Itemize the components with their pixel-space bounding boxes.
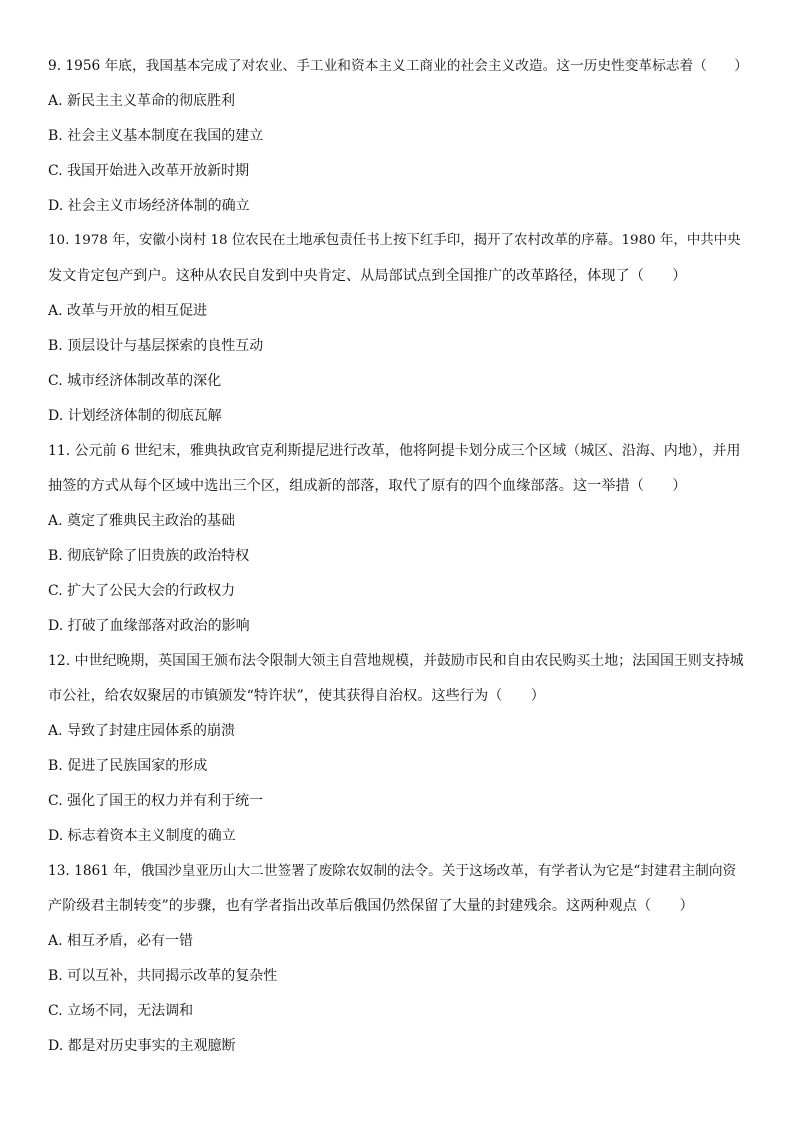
question-9-option-d: D. 社会主义市场经济体制的确立 — [48, 198, 250, 214]
question-11-stem-line-1: 11. 公元前 6 世纪末，雅典执政官克利斯提尼进行改革，他将阿提卡划分成三个区域（城区、沿海、内地），并用 — [48, 443, 741, 459]
question-10-option-a: A. 改革与开放的相互促进 — [48, 303, 208, 319]
question-11-option-d: D. 打破了血缘部落对政治的影响 — [48, 618, 250, 634]
question-10-option-c: C. 城市经济体制改革的深化 — [48, 373, 222, 389]
question-13-option-a: A. 相互矛盾，必有一错 — [48, 933, 194, 949]
question-10-option-b: B. 顶层设计与基层探索的良性互动 — [48, 338, 264, 354]
question-12-option-c: C. 强化了国王的权力并有利于统一 — [48, 793, 264, 809]
question-13-option-c: C. 立场不同，无法调和 — [48, 1003, 194, 1019]
question-11-option-a: A. 奠定了雅典民主政治的基础 — [48, 513, 236, 529]
question-12-stem-line-2: 市公社，给农奴聚居的市镇颁发“特许状”，使其获得自治权。这些行为（ ） — [48, 688, 545, 704]
question-11-option-b: B. 彻底铲除了旧贵族的政治特权 — [48, 548, 250, 564]
question-9-option-a: A. 新民主主义革命的彻底胜利 — [48, 93, 236, 109]
question-11-option-c: C. 扩大了公民大会的行政权力 — [48, 583, 236, 599]
question-12-option-b: B. 促进了民族国家的形成 — [48, 758, 208, 774]
question-12-option-a: A. 导致了封建庄园体系的崩溃 — [48, 723, 236, 739]
question-12-stem-line-1: 12. 中世纪晚期，英国国王颁布法令限制大领主自营地规模，并鼓励市民和自由农民购买土地；法国国王则支持城 — [48, 653, 744, 669]
question-9-option-c: C. 我国开始进入改革开放新时期 — [48, 163, 250, 179]
question-11-stem-line-2: 抽签的方式从每个区域中选出三个区，组成新的部落，取代了原有的四个血缘部落。这一举措（ ） — [48, 478, 687, 494]
question-10-stem-line-2: 发文肯定包产到户。这种从农民自发到中央肯定、从局部试点到全国推广的改革路径，体现了（ ） — [48, 268, 687, 284]
question-10-option-d: D. 计划经济体制的彻底瓦解 — [48, 408, 222, 424]
question-13-stem-line-2: 产阶级君主制转变”的步骤，也有学者指出改革后俄国仍然保留了大量的封建残余。这两种观点（ ） — [48, 898, 694, 914]
question-13-option-b: B. 可以互补，共同揭示改革的复杂性 — [48, 968, 278, 984]
question-10-stem-line-1: 10. 1978 年，安徽小岗村 18 位农民在土地承包责任书上按下红手印，揭开了农村改革的序幕。1980 年，中共中央 — [48, 233, 741, 248]
question-9-stem-line-1: 9. 1956 年底，我国基本完成了对农业、手工业和资本主义工商业的社会主义改造。这一历史性变革标志着（ ） — [48, 58, 748, 74]
question-13-option-d: D. 都是对历史事实的主观臆断 — [48, 1038, 236, 1054]
question-9-option-b: B. 社会主义基本制度在我国的建立 — [48, 128, 264, 144]
question-13-stem-line-1: 13. 1861 年，俄国沙皇亚历山大二世签署了废除农奴制的法令。关于这场改革，有学者认为它是“封建君主制向资 — [48, 863, 737, 879]
question-12-option-d: D. 标志着资本主义制度的确立 — [48, 828, 236, 844]
